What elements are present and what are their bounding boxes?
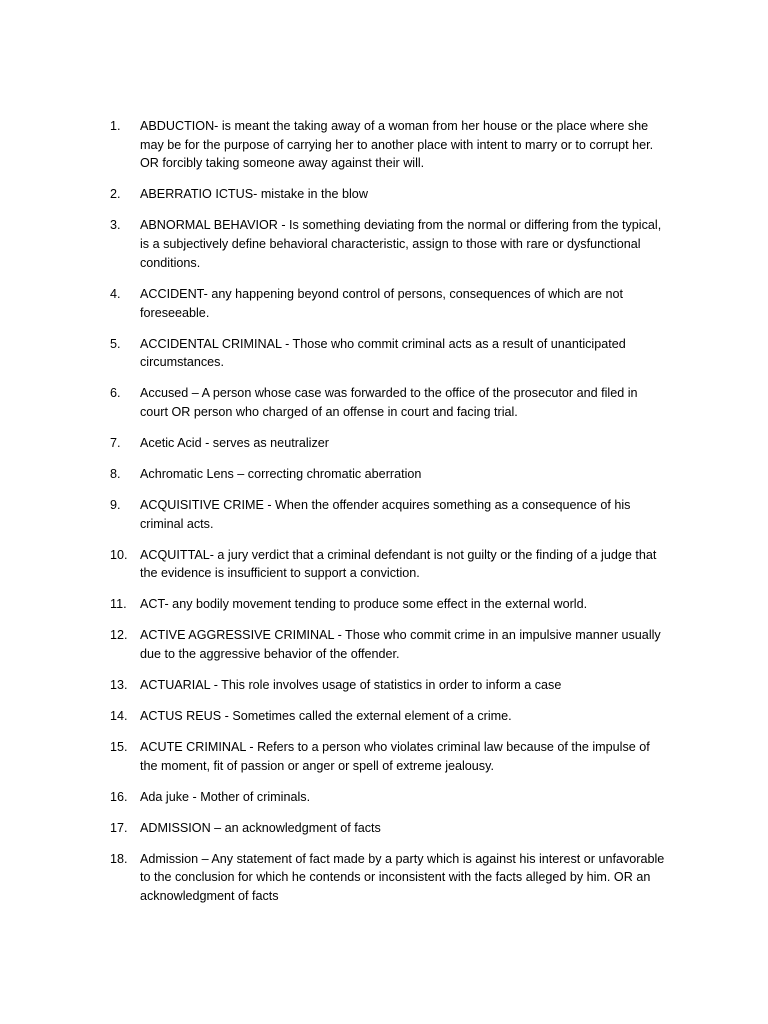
list-item (110, 788, 666, 807)
list-item (110, 546, 666, 583)
item-text: ACCIDENTAL CRIMINAL - Those who commit criminal acts as a result of unanticipated circumstances. (140, 336, 626, 370)
item-number: 16. (110, 789, 128, 804)
list-item (110, 384, 666, 421)
list-item (110, 707, 666, 726)
list-item (110, 626, 666, 663)
item-text: ACCIDENT- any happening beyond control of persons, consequences of which are not foreseeable. (140, 286, 624, 320)
item-number: 10. (110, 547, 128, 562)
list-item (110, 496, 666, 533)
list-item (110, 819, 666, 838)
item-number: 5. (110, 336, 121, 351)
item-number: 14. (110, 709, 128, 724)
list-item (110, 595, 666, 614)
list-item (110, 850, 666, 906)
item-number: 18. (110, 851, 128, 866)
item-number: 7. (110, 435, 121, 450)
item-number: 8. (110, 466, 121, 481)
item-text: ACTUARIAL - This role involves usage of statistics in order to inform a case (140, 678, 562, 693)
list-item (110, 185, 666, 204)
item-number: 6. (110, 386, 121, 401)
item-text: Achromatic Lens – correcting chromatic aberration (140, 466, 422, 481)
item-text: ACQUITTAL- a jury verdict that a criminal defendant is not guilty or the finding of a judge that the evidence is insufficient to support a conviction. (140, 547, 657, 581)
item-text: Admission – Any statement of fact made by a party which is against his interest or unfavorable to the conclusion for which he contends or inconsistent with the facts alleged by him. OR an acknowledgment of facts (140, 851, 665, 904)
list-item (110, 738, 666, 775)
item-text: ABNORMAL BEHAVIOR - Is something deviating from the normal or differing from the typical, is a subjectively define behavioral characteristic, assign to those with rare or dysfunctional conditions. (140, 218, 662, 270)
list-item (110, 285, 666, 322)
item-number: 11. (110, 597, 127, 612)
item-text: ACUTE CRIMINAL - Refers to a person who violates criminal law because of the impulse of the moment, fit of passion or anger or spell of extreme jealousy. (140, 740, 650, 773)
item-number: 1. (110, 119, 121, 133)
item-text: Acetic Acid - serves as neutralizer (140, 435, 329, 450)
item-text: Ada juke - Mother of criminals. (140, 789, 311, 804)
list-item (110, 434, 666, 453)
list-item (110, 465, 666, 484)
glossary-list (110, 117, 666, 918)
item-text: ACT- any bodily movement tending to produce some effect in the external world. (140, 597, 588, 612)
item-number: 9. (110, 497, 121, 512)
item-number: 15. (110, 740, 128, 755)
list-item (110, 676, 666, 695)
item-text: ABDUCTION- is meant the taking away of a woman from her house or the place where she may be for the purpose of carrying her to another place with intent to marry or to corrupt her. OR forcibly taking someone away against their will. (140, 119, 654, 171)
item-text: ACQUISITIVE CRIME - When the offender acquires something as a consequence of his criminal acts. (140, 497, 631, 531)
list-item (110, 335, 666, 372)
item-text: ABERRATIO ICTUS- mistake in the blow (140, 187, 368, 202)
item-text: ACTIVE AGGRESSIVE CRIMINAL - Those who commit crime in an impulsive manner usually due to the aggressive behavior of the offender. (140, 628, 661, 662)
item-number: 2. (110, 187, 121, 202)
item-number: 4. (110, 286, 121, 301)
item-number: 17. (110, 820, 128, 835)
item-text: ADMISSION – an acknowledgment of facts (140, 820, 381, 835)
item-number: 13. (110, 678, 128, 693)
item-number: 3. (110, 218, 121, 233)
item-text: Accused – A person whose case was forwarded to the office of the prosecutor and filed in court OR person who charged of an offense in court and facing trial. (140, 386, 638, 419)
list-item (110, 117, 666, 173)
item-number: 12. (110, 628, 128, 643)
item-text: ACTUS REUS - Sometimes called the external element of a crime. (140, 709, 512, 724)
list-item (110, 216, 666, 272)
